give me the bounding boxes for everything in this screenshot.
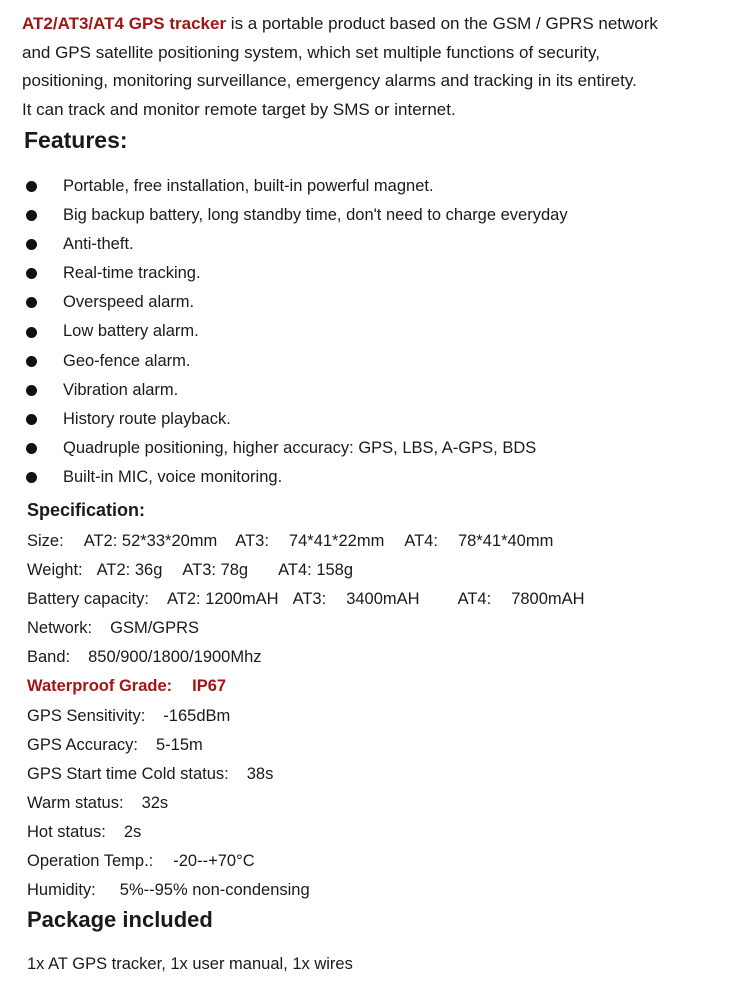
spec-value: AT2: 52*33*20mm xyxy=(83,532,218,550)
spec-humidity xyxy=(27,876,585,905)
spec-label: Hot status: xyxy=(27,822,106,841)
feature-item xyxy=(26,288,611,317)
spec-model-label: AT4: xyxy=(457,590,492,609)
spec-label: Humidity: xyxy=(27,881,96,900)
intro-line-2: and GPS satellite positioning system, which set multiple functions of security, xyxy=(22,42,600,62)
spec-label: GPS Start time Cold status: xyxy=(27,764,229,783)
bullet-icon xyxy=(26,385,37,396)
spec-label: Waterproof Grade: xyxy=(27,677,173,696)
spec-model-label: AT3: xyxy=(235,532,269,550)
bullet-icon xyxy=(26,297,37,308)
spec-label: Warm status: xyxy=(27,793,124,812)
spec-temp xyxy=(27,847,585,876)
feature-text: Quadruple positioning, higher accuracy: GPS, LBS, A-GPS, BDS xyxy=(63,438,537,457)
specification-list xyxy=(27,527,585,905)
bullet-icon xyxy=(26,443,37,454)
intro-line-4: It can track and monitor remote target by SMS or internet. xyxy=(22,99,456,119)
spec-warm xyxy=(27,789,585,818)
spec-value: 32s xyxy=(141,793,169,812)
spec-battery xyxy=(27,585,585,614)
product-name: AT2/AT3/AT4 GPS tracker xyxy=(22,14,227,33)
spec-network xyxy=(27,614,585,643)
feature-item xyxy=(26,230,611,259)
spec-value: 3400mAH xyxy=(346,590,420,609)
spec-sensitivity xyxy=(27,702,585,731)
package-contents: 1x AT GPS tracker, 1x user manual, 1x wires xyxy=(27,955,353,973)
spec-waterproof xyxy=(27,672,585,701)
intro-line-3: positioning, monitoring surveillance, emergency alarms and tracking in its entirety. xyxy=(22,71,637,91)
feature-text: Big backup battery, long standby time, don't need to charge everyday xyxy=(63,206,568,225)
feature-item xyxy=(26,259,611,288)
spec-value: AT2: 1200mAH xyxy=(166,590,279,609)
feature-text: Vibration alarm. xyxy=(63,380,179,399)
spec-label: GPS Sensitivity: xyxy=(27,706,146,725)
spec-label: Network: xyxy=(27,619,93,638)
intro-line-1-text: is a portable product based on the GSM / GPRS network xyxy=(226,14,658,33)
spec-start-cold xyxy=(27,760,585,789)
spec-value: 38s xyxy=(246,764,274,783)
intro-paragraph xyxy=(22,10,742,124)
feature-item xyxy=(26,317,611,346)
spec-value: -165dBm xyxy=(163,706,231,725)
feature-text: History route playback. xyxy=(63,409,231,428)
spec-value: AT2: 36g xyxy=(96,561,163,580)
spec-value: -20--+70°C xyxy=(173,852,255,871)
spec-value: 2s xyxy=(123,822,142,841)
spec-size xyxy=(27,527,585,556)
spec-label: GPS Accuracy: xyxy=(27,735,138,754)
features-list xyxy=(26,172,611,492)
spec-label: Operation Temp.: xyxy=(27,852,154,871)
feature-item xyxy=(26,463,611,492)
bullet-icon xyxy=(26,356,37,367)
feature-text: Low battery alarm. xyxy=(63,322,199,341)
spec-value: 850/900/1800/1900Mhz xyxy=(88,648,262,667)
spec-weight xyxy=(27,556,585,585)
spec-accuracy xyxy=(27,731,585,760)
spec-value: IP67 xyxy=(192,677,227,696)
feature-item xyxy=(26,376,611,405)
spec-label: Band: xyxy=(27,648,71,667)
bullet-icon xyxy=(26,239,37,250)
intro-line-1 xyxy=(22,10,742,39)
spec-hot xyxy=(27,818,585,847)
spec-band xyxy=(27,643,585,672)
feature-text: Built-in MIC, voice monitoring. xyxy=(63,467,283,486)
feature-text: Real-time tracking. xyxy=(63,264,201,283)
feature-item xyxy=(26,172,611,201)
spec-model-label: AT4: xyxy=(404,532,438,550)
feature-text: Overspeed alarm. xyxy=(63,293,195,312)
specification-heading: Specification: xyxy=(27,500,146,520)
spec-value: 74*41*22mm xyxy=(288,532,385,550)
feature-text: Anti-theft. xyxy=(63,235,134,254)
spec-value: GSM/GPRS xyxy=(110,619,200,638)
spec-label: Size: xyxy=(27,532,64,550)
bullet-icon xyxy=(26,210,37,221)
spec-value: 5%--95% non-condensing xyxy=(119,881,310,900)
bullet-icon xyxy=(26,327,37,338)
feature-text: Geo-fence alarm. xyxy=(63,351,191,370)
spec-value: 78*41*40mm xyxy=(457,532,554,550)
feature-item xyxy=(26,201,611,230)
bullet-icon xyxy=(26,414,37,425)
feature-item xyxy=(26,405,611,434)
spec-value: AT4: 158g xyxy=(278,561,354,580)
spec-value: 7800mAH xyxy=(511,590,585,609)
spec-model-label: AT3: xyxy=(292,590,327,609)
feature-item xyxy=(26,434,611,463)
bullet-icon xyxy=(26,181,37,192)
spec-value: 5-15m xyxy=(155,735,203,754)
bullet-icon xyxy=(26,268,37,279)
feature-item xyxy=(26,347,611,376)
spec-value: AT3: 78g xyxy=(182,561,249,580)
spec-label: Weight: xyxy=(27,561,83,580)
spec-label: Battery capacity: xyxy=(27,590,149,609)
package-heading: Package included xyxy=(27,907,213,932)
bullet-icon xyxy=(26,472,37,483)
feature-text: Portable, free installation, built-in powerful magnet. xyxy=(63,177,434,195)
features-heading: Features: xyxy=(24,127,128,153)
